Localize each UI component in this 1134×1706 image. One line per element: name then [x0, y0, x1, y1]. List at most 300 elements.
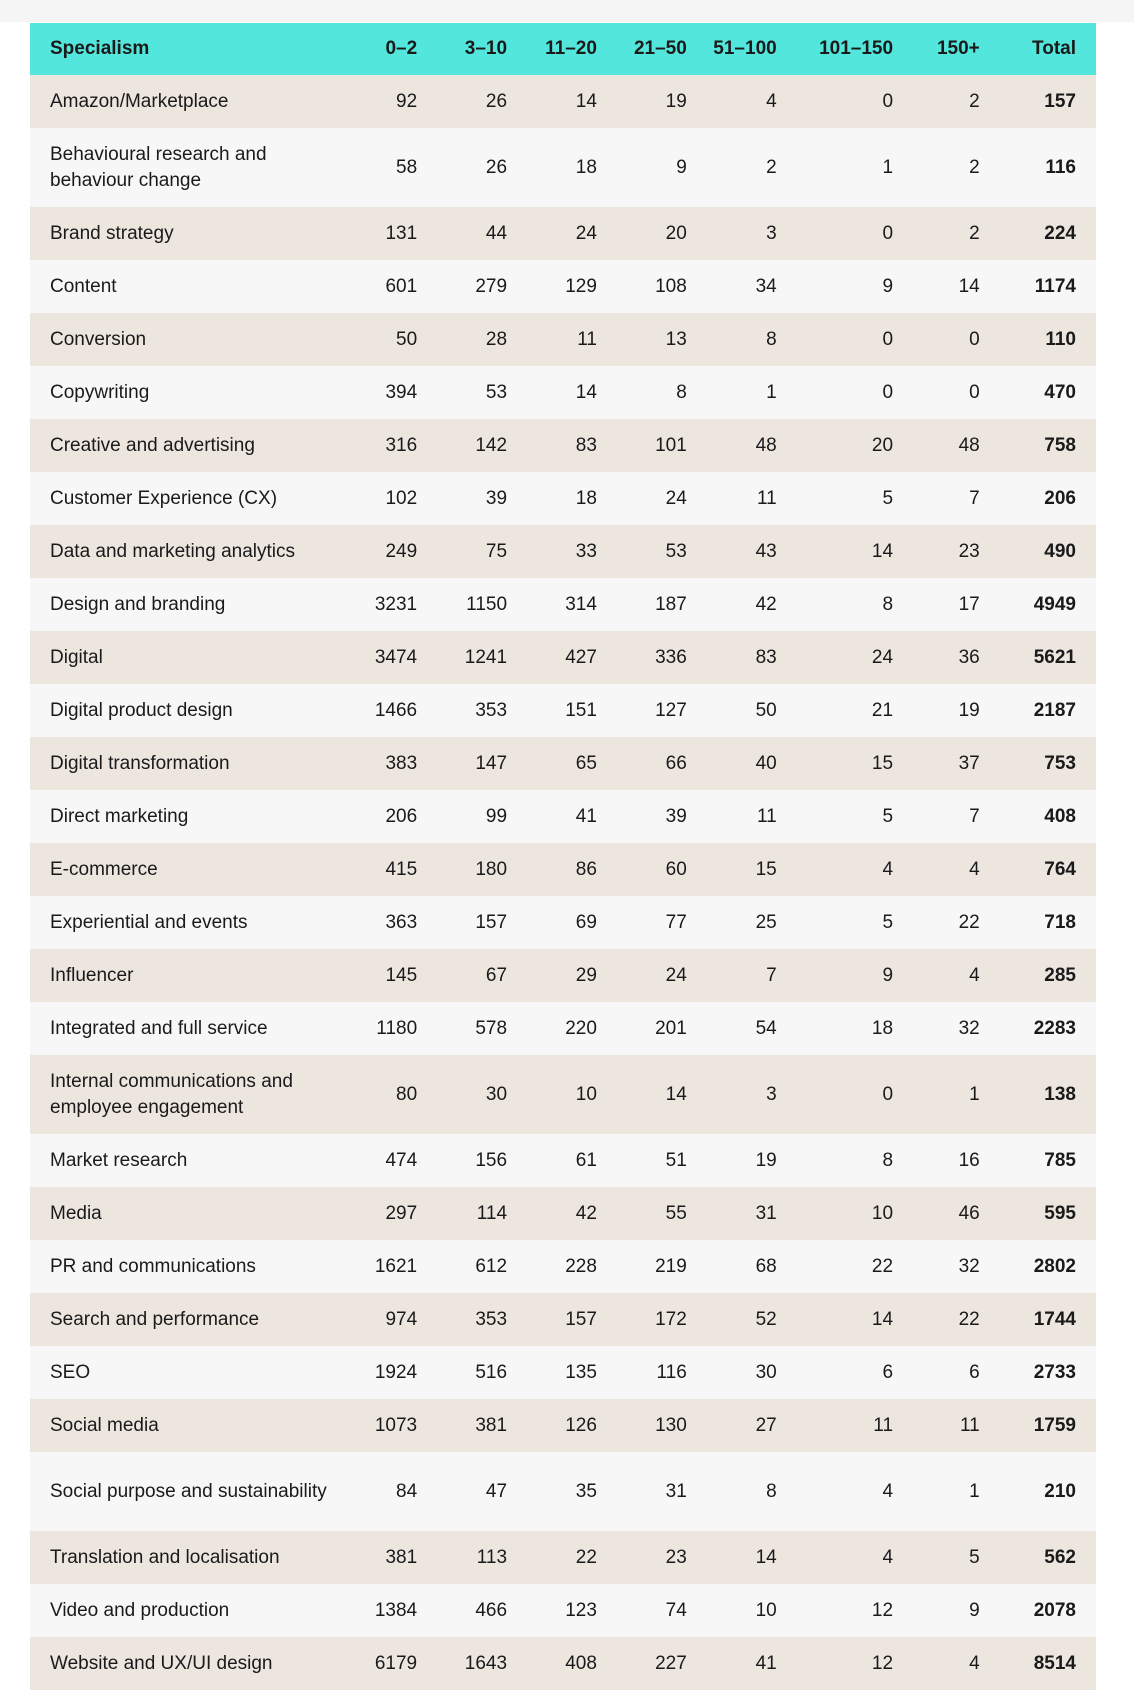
cell-value: 22: [958, 1308, 980, 1330]
cell-value: 5: [969, 1546, 980, 1568]
cell-value: 68: [755, 1255, 777, 1277]
table-row: [30, 1293, 1096, 1346]
cell-value: 19: [958, 699, 980, 721]
cell-value: 227: [655, 1652, 687, 1674]
cell-value: 381: [475, 1414, 508, 1436]
cell-total: 470: [1044, 381, 1076, 403]
table-row: [30, 1240, 1096, 1293]
table-row: [30, 1134, 1096, 1187]
cell-value: 75: [485, 540, 508, 562]
cell-value: 77: [665, 911, 687, 933]
table-row: [30, 207, 1096, 260]
table-row: [30, 75, 1096, 128]
cell-value: 14: [871, 1308, 894, 1330]
cell-value: 2: [969, 222, 980, 244]
cell-value: 11: [873, 1414, 894, 1436]
cell-specialism: Amazon/Marketplace: [50, 90, 229, 112]
cell-value: 206: [385, 805, 418, 827]
cell-value: 415: [385, 858, 418, 880]
table-row: [30, 684, 1096, 737]
cell-value: 22: [575, 1546, 597, 1568]
cell-total: 4949: [1033, 593, 1076, 615]
cell-value: 42: [755, 593, 777, 615]
cell-value: 180: [475, 858, 508, 880]
cell-value: 381: [385, 1546, 418, 1568]
cell-value: 142: [475, 434, 508, 456]
cell-value: 4: [882, 858, 894, 880]
cell-value: 0: [882, 381, 894, 403]
cell-specialism: Content: [50, 275, 117, 297]
cell-value: 4: [969, 1652, 980, 1674]
cell-total: 8514: [1033, 1652, 1076, 1674]
cell-value: 129: [565, 275, 597, 297]
cell-value: 316: [385, 434, 418, 456]
cell-value: 65: [575, 752, 597, 774]
table-row: [30, 128, 1096, 207]
cell-value: 187: [655, 593, 687, 615]
table-row: [30, 1187, 1096, 1240]
cell-value: 1924: [374, 1361, 418, 1383]
cell-value: 26: [485, 156, 508, 178]
cell-value: 54: [755, 1017, 777, 1039]
cell-value: 39: [485, 487, 508, 509]
cell-value: 8: [882, 593, 894, 615]
header-specialism: Specialism: [50, 38, 150, 59]
cell-specialism: Internal communications and employee engagement: [50, 1070, 293, 1118]
cell-value: 13: [665, 328, 687, 350]
cell-value: 14: [575, 381, 597, 403]
cell-value: 23: [958, 540, 980, 562]
cell-value: 15: [871, 752, 894, 774]
cell-value: 228: [565, 1255, 597, 1277]
cell-value: 108: [655, 275, 687, 297]
cell-value: 116: [656, 1361, 687, 1383]
cell-value: 24: [665, 487, 687, 509]
cell-value: 28: [485, 328, 508, 350]
table-row: [30, 896, 1096, 949]
cell-value: 0: [882, 328, 894, 350]
cell-value: 43: [755, 540, 777, 562]
cell-value: 516: [475, 1361, 508, 1383]
cell-value: 18: [575, 487, 597, 509]
cell-value: 8: [766, 328, 777, 350]
cell-value: 353: [475, 1308, 508, 1330]
cell-value: 16: [958, 1149, 980, 1171]
cell-value: 126: [565, 1414, 597, 1436]
cell-value: 19: [755, 1149, 777, 1171]
cell-value: 50: [396, 328, 418, 350]
cell-value: 4: [882, 1480, 894, 1502]
cell-value: 145: [385, 964, 418, 986]
cell-value: 32: [958, 1255, 980, 1277]
cell-value: 0: [882, 1083, 894, 1105]
cell-value: 123: [565, 1599, 597, 1621]
cell-value: 47: [485, 1480, 508, 1502]
cell-value: 3474: [374, 646, 418, 668]
cell-value: 147: [475, 752, 508, 774]
cell-value: 383: [385, 752, 418, 774]
specialism-table: [30, 23, 1096, 1690]
cell-specialism: Digital product design: [50, 699, 233, 721]
table-row: [30, 260, 1096, 313]
cell-value: 3: [766, 1083, 777, 1105]
header-21-50: 21–50: [633, 38, 687, 59]
cell-value: 31: [755, 1202, 777, 1224]
header-150-plus: 150+: [936, 38, 980, 59]
cell-specialism: Design and branding: [50, 593, 226, 615]
cell-value: 1466: [374, 699, 418, 721]
cell-value: 46: [958, 1202, 980, 1224]
table-row: [30, 366, 1096, 419]
table-row: [30, 1637, 1096, 1690]
cell-specialism: Translation and localisation: [50, 1546, 280, 1568]
cell-total: 595: [1044, 1202, 1076, 1224]
cell-value: 466: [475, 1599, 508, 1621]
cell-value: 156: [475, 1149, 508, 1171]
cell-specialism: SEO: [50, 1361, 91, 1383]
cell-value: 3: [766, 222, 777, 244]
cell-value: 58: [396, 156, 418, 178]
cell-value: 8: [676, 381, 687, 403]
cell-value: 220: [565, 1017, 597, 1039]
cell-value: 20: [665, 222, 687, 244]
cell-value: 12: [871, 1599, 894, 1621]
cell-value: 974: [385, 1308, 418, 1330]
cell-value: 363: [385, 911, 418, 933]
cell-value: 135: [565, 1361, 597, 1383]
header-total: Total: [1032, 38, 1076, 59]
cell-total: 2802: [1033, 1255, 1076, 1277]
cell-value: 427: [565, 646, 597, 668]
cell-total: 718: [1044, 911, 1076, 933]
cell-value: 157: [475, 911, 508, 933]
cell-specialism: Social media: [50, 1414, 159, 1436]
cell-value: 219: [655, 1255, 687, 1277]
cell-value: 127: [655, 699, 687, 721]
cell-value: 113: [476, 1546, 508, 1568]
cell-value: 36: [958, 646, 980, 668]
cell-value: 66: [665, 752, 687, 774]
cell-value: 60: [665, 858, 687, 880]
cell-value: 74: [665, 1599, 687, 1621]
header-3-10: 3–10: [464, 38, 508, 59]
cell-total: 116: [1045, 156, 1076, 178]
cell-total: 1759: [1033, 1414, 1076, 1436]
cell-value: 201: [655, 1017, 687, 1039]
cell-value: 14: [958, 275, 980, 297]
cell-value: 0: [969, 328, 980, 350]
cell-value: 8: [882, 1149, 894, 1171]
cell-specialism: Experiential and events: [50, 911, 248, 933]
table-row: [30, 737, 1096, 790]
cell-value: 19: [665, 90, 687, 112]
cell-value: 83: [755, 646, 777, 668]
cell-value: 69: [575, 911, 597, 933]
cell-value: 11: [960, 1414, 980, 1436]
cell-value: 4: [969, 858, 980, 880]
cell-value: 14: [871, 540, 894, 562]
table-row: [30, 1584, 1096, 1637]
cell-specialism: Influencer: [50, 964, 134, 986]
cell-value: 172: [655, 1308, 687, 1330]
cell-total: 1744: [1033, 1308, 1076, 1330]
cell-value: 131: [385, 222, 418, 244]
cell-total: 224: [1044, 222, 1076, 244]
cell-value: 4: [969, 964, 980, 986]
cell-value: 30: [755, 1361, 777, 1383]
cell-value: 41: [755, 1652, 777, 1674]
cell-value: 21: [871, 699, 894, 721]
cell-specialism: Behavioural research and behaviour change: [50, 143, 267, 191]
table-row: [30, 949, 1096, 1002]
cell-total: 210: [1044, 1480, 1076, 1502]
cell-value: 2: [969, 156, 980, 178]
cell-value: 14: [755, 1546, 777, 1568]
header-row: [30, 23, 1096, 75]
cell-value: 1: [766, 381, 777, 403]
cell-value: 33: [575, 540, 597, 562]
cell-value: 24: [575, 222, 597, 244]
cell-total: 408: [1044, 805, 1076, 827]
top-bar: [0, 0, 1134, 22]
cell-value: 35: [575, 1480, 597, 1502]
cell-value: 1: [882, 156, 894, 178]
cell-value: 22: [871, 1255, 894, 1277]
cell-specialism: Market research: [50, 1149, 188, 1171]
header-0-2: 0–2: [385, 38, 418, 59]
cell-value: 1384: [374, 1599, 418, 1621]
cell-value: 12: [871, 1652, 894, 1674]
cell-value: 7: [969, 805, 980, 827]
cell-total: 2187: [1033, 699, 1076, 721]
cell-value: 6179: [374, 1652, 418, 1674]
cell-value: 353: [475, 699, 508, 721]
cell-value: 7: [969, 487, 980, 509]
cell-total: 2733: [1033, 1361, 1076, 1383]
cell-value: 29: [575, 964, 597, 986]
cell-value: 9: [969, 1599, 980, 1621]
cell-value: 26: [485, 90, 508, 112]
cell-total: 758: [1044, 434, 1076, 456]
header-11-20: 11–20: [545, 38, 597, 59]
cell-specialism: Website and UX/UI design: [50, 1652, 273, 1674]
cell-value: 44: [485, 222, 508, 244]
cell-total: 562: [1044, 1546, 1076, 1568]
cell-value: 32: [958, 1017, 980, 1039]
table-row: [30, 1346, 1096, 1399]
table-row: [30, 631, 1096, 684]
cell-value: 3231: [374, 593, 418, 615]
cell-value: 408: [565, 1652, 597, 1674]
table-row: [30, 472, 1096, 525]
cell-value: 157: [565, 1308, 597, 1330]
cell-value: 67: [485, 964, 508, 986]
cell-value: 11: [756, 805, 777, 827]
cell-value: 102: [385, 487, 418, 509]
cell-value: 39: [665, 805, 687, 827]
cell-value: 18: [871, 1017, 894, 1039]
cell-value: 84: [396, 1480, 418, 1502]
cell-value: 83: [575, 434, 597, 456]
cell-value: 601: [385, 275, 418, 297]
cell-value: 25: [755, 911, 777, 933]
cell-value: 20: [871, 434, 894, 456]
cell-value: 50: [755, 699, 777, 721]
cell-value: 1073: [374, 1414, 418, 1436]
cell-value: 4: [882, 1546, 894, 1568]
cell-value: 0: [969, 381, 980, 403]
cell-value: 336: [655, 646, 687, 668]
cell-value: 23: [665, 1546, 687, 1568]
cell-value: 394: [385, 381, 418, 403]
cell-value: 130: [655, 1414, 687, 1436]
cell-value: 14: [575, 90, 597, 112]
cell-value: 31: [665, 1480, 687, 1502]
cell-value: 86: [575, 858, 597, 880]
cell-value: 474: [385, 1149, 418, 1171]
table-body: [30, 75, 1096, 1690]
cell-value: 5: [882, 487, 894, 509]
cell-value: 17: [958, 593, 980, 615]
cell-value: 1621: [374, 1255, 418, 1277]
cell-value: 99: [485, 805, 508, 827]
cell-value: 6: [969, 1361, 980, 1383]
cell-specialism: Direct marketing: [50, 805, 189, 827]
cell-value: 2: [969, 90, 980, 112]
cell-value: 9: [882, 275, 894, 297]
cell-value: 10: [575, 1083, 597, 1105]
cell-total: 490: [1044, 540, 1076, 562]
cell-specialism: Digital transformation: [50, 752, 230, 774]
cell-value: 279: [475, 275, 508, 297]
cell-specialism: Digital: [50, 646, 103, 668]
cell-value: 8: [766, 1480, 777, 1502]
cell-total: 285: [1044, 964, 1076, 986]
cell-value: 92: [396, 90, 418, 112]
cell-total: 764: [1044, 858, 1076, 880]
cell-value: 52: [755, 1308, 777, 1330]
cell-value: 114: [476, 1202, 508, 1224]
cell-value: 37: [958, 752, 980, 774]
table-row: [30, 419, 1096, 472]
cell-value: 1180: [376, 1017, 418, 1039]
cell-total: 157: [1044, 90, 1076, 112]
cell-value: 53: [665, 540, 687, 562]
cell-total: 138: [1044, 1083, 1076, 1105]
cell-value: 101: [655, 434, 687, 456]
cell-value: 2: [766, 156, 777, 178]
table-row: [30, 525, 1096, 578]
cell-value: 1: [969, 1480, 980, 1502]
cell-value: 51: [665, 1149, 687, 1171]
table-row: [30, 790, 1096, 843]
cell-specialism: Creative and advertising: [50, 434, 255, 456]
cell-value: 578: [475, 1017, 508, 1039]
table-container: [30, 23, 1096, 1690]
cell-specialism: Video and production: [50, 1599, 230, 1621]
cell-total: 2078: [1033, 1599, 1076, 1621]
cell-value: 22: [958, 911, 980, 933]
cell-specialism: Search and performance: [50, 1308, 260, 1330]
table-row: [30, 1399, 1096, 1452]
cell-specialism: Social purpose and sustainability: [50, 1480, 327, 1502]
cell-value: 1643: [464, 1652, 508, 1674]
cell-value: 1241: [464, 646, 508, 668]
cell-value: 10: [871, 1202, 894, 1224]
cell-value: 314: [565, 593, 597, 615]
table-row: [30, 1002, 1096, 1055]
cell-value: 42: [575, 1202, 597, 1224]
cell-specialism: Conversion: [50, 328, 147, 350]
cell-value: 14: [665, 1083, 687, 1105]
cell-value: 4: [766, 90, 777, 112]
cell-specialism: Integrated and full service: [50, 1017, 268, 1039]
cell-value: 61: [575, 1149, 597, 1171]
cell-value: 6: [882, 1361, 894, 1383]
cell-value: 34: [755, 275, 777, 297]
cell-specialism: Customer Experience (CX): [50, 487, 278, 509]
cell-value: 24: [665, 964, 687, 986]
cell-specialism: Data and marketing analytics: [50, 540, 296, 562]
cell-total: 2283: [1033, 1017, 1076, 1039]
cell-value: 249: [385, 540, 418, 562]
cell-specialism: Brand strategy: [50, 222, 174, 244]
header-51-100: 51–100: [713, 38, 777, 59]
cell-specialism: Copywriting: [50, 381, 150, 403]
cell-value: 53: [485, 381, 508, 403]
cell-value: 0: [882, 222, 894, 244]
cell-value: 9: [882, 964, 894, 986]
cell-value: 10: [755, 1599, 777, 1621]
cell-value: 1: [969, 1083, 980, 1105]
cell-value: 1150: [466, 593, 508, 615]
table-row: [30, 1055, 1096, 1134]
cell-value: 11: [577, 328, 597, 350]
cell-value: 15: [755, 858, 777, 880]
cell-value: 18: [575, 156, 597, 178]
cell-total: 206: [1044, 487, 1076, 509]
cell-value: 0: [882, 90, 894, 112]
cell-value: 40: [755, 752, 777, 774]
cell-total: 785: [1044, 1149, 1076, 1171]
table-row: [30, 313, 1096, 366]
cell-specialism: Media: [50, 1202, 102, 1224]
cell-value: 27: [755, 1414, 777, 1436]
cell-value: 24: [871, 646, 894, 668]
cell-value: 5: [882, 911, 894, 933]
table-row: [30, 1452, 1096, 1531]
cell-total: 1174: [1034, 275, 1076, 297]
cell-value: 48: [958, 434, 980, 456]
cell-value: 7: [766, 964, 777, 986]
cell-value: 41: [575, 805, 597, 827]
cell-value: 55: [665, 1202, 687, 1224]
cell-total: 753: [1044, 752, 1076, 774]
header-101-150: 101–150: [819, 38, 894, 59]
cell-total: 110: [1045, 328, 1076, 350]
cell-specialism: E-commerce: [50, 858, 158, 880]
cell-value: 297: [385, 1202, 418, 1224]
cell-total: 5621: [1033, 646, 1076, 668]
cell-value: 11: [756, 487, 777, 509]
cell-specialism: PR and communications: [50, 1255, 256, 1277]
cell-value: 30: [485, 1083, 508, 1105]
cell-value: 5: [882, 805, 894, 827]
table-row: [30, 1531, 1096, 1584]
cell-value: 151: [565, 699, 597, 721]
cell-value: 9: [676, 156, 687, 178]
cell-value: 48: [755, 434, 777, 456]
